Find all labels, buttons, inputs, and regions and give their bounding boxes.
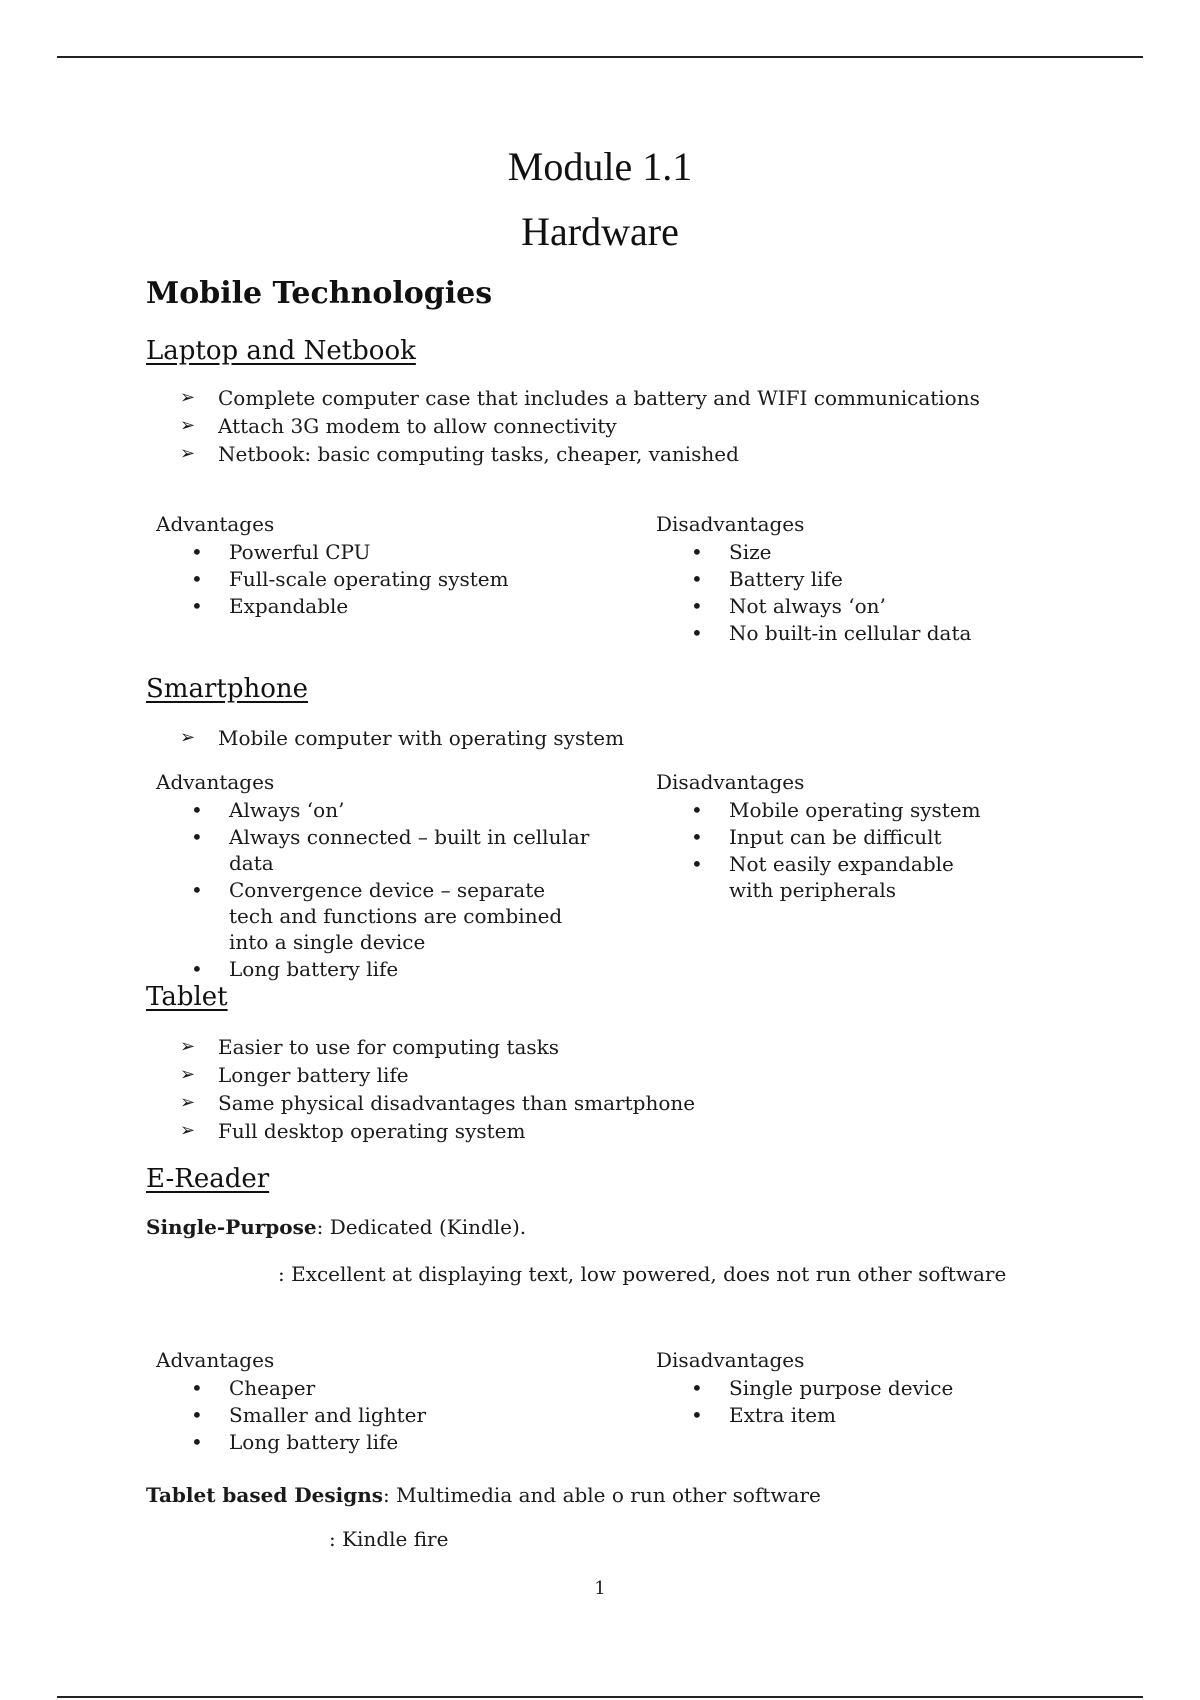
bullet-icon: • — [191, 594, 203, 618]
top-rule — [57, 56, 1143, 58]
bullet-icon: • — [191, 798, 203, 822]
bullet-icon: • — [691, 567, 703, 591]
list-item: • Mobile operating system — [691, 798, 981, 822]
list-item: • Always ‘on’ — [191, 798, 345, 822]
arrow-bullet-icon: ➢ — [180, 1120, 196, 1141]
bullet-icon: • — [191, 957, 203, 981]
smartphone-disadvantages — [691, 797, 991, 904]
main-heading: Mobile Technologies — [146, 276, 493, 311]
laptop-advantages — [191, 539, 631, 620]
advantages-label: Advantages — [156, 512, 275, 536]
list-item: • Powerful CPU — [191, 540, 371, 564]
list-item: ➢ Easier to use for computing tasks — [180, 1035, 560, 1059]
section-heading-tablet: Tablet — [146, 982, 228, 1012]
list-item: • Long battery life — [191, 957, 399, 981]
arrow-bullet-icon: ➢ — [180, 1092, 196, 1113]
module-title: Module 1.1 — [507, 144, 693, 189]
list-item: • Long battery life — [191, 1430, 399, 1454]
list-item: • Convergence device – separate tech and functions are combined into a single device — [191, 878, 563, 954]
smartphone-advantages — [191, 797, 631, 983]
tablet-designs-label: Tablet based Designs — [146, 1483, 384, 1507]
bullet-icon: • — [691, 1403, 703, 1427]
list-item: ➢ Full desktop operating system — [180, 1119, 526, 1143]
bullet-icon: • — [691, 540, 703, 564]
list-item: ➢ Complete computer case that includes a battery and WIFI communications — [180, 386, 980, 410]
bullet-icon: • — [691, 825, 703, 849]
tablet-designs-detail: : Kindle fire — [329, 1527, 449, 1551]
tablet-points — [180, 1033, 695, 1145]
module-subtitle: Hardware — [521, 209, 679, 254]
single-purpose-line: Single-Purpose: Dedicated (Kindle). — [146, 1215, 527, 1239]
bullet-icon: • — [191, 567, 203, 591]
arrow-bullet-icon: ➢ — [180, 387, 196, 408]
tablet-designs-line: Tablet based Designs: Multimedia and able o run other software — [146, 1483, 821, 1507]
disadvantages-label: Disadvantages — [656, 512, 805, 536]
section-heading-ereader: E-Reader — [146, 1164, 270, 1194]
list-item: ➢ Same physical disadvantages than smartphone — [180, 1091, 696, 1115]
list-item: ➢ Attach 3G modem to allow connectivity — [180, 414, 617, 438]
list-item: • Full-scale operating system — [191, 567, 509, 591]
ereader-disadvantages — [691, 1375, 1071, 1429]
bullet-icon: • — [191, 1403, 203, 1427]
list-item: • Size — [691, 540, 772, 564]
bottom-rule — [57, 1696, 1143, 1698]
arrow-bullet-icon: ➢ — [180, 1064, 196, 1085]
single-purpose-label: Single-Purpose — [146, 1215, 317, 1239]
page-number: 1 — [594, 1578, 606, 1599]
list-item: • Single purpose device — [691, 1376, 954, 1400]
list-item: • Extra item — [691, 1403, 836, 1427]
arrow-bullet-icon: ➢ — [180, 443, 196, 464]
list-item: • Not always ‘on’ — [691, 594, 886, 618]
bullet-icon: • — [691, 594, 703, 618]
list-item: • Always connected – built in cellular data — [191, 825, 590, 875]
bullet-icon: • — [191, 825, 203, 849]
list-item: • Smaller and lighter — [191, 1403, 427, 1427]
bullet-icon: • — [691, 852, 703, 876]
bullet-icon: • — [691, 621, 703, 645]
list-item: • Battery life — [691, 567, 843, 591]
bullet-icon: • — [191, 1376, 203, 1400]
list-item: • Input can be difficult — [691, 825, 942, 849]
bullet-icon: • — [691, 1376, 703, 1400]
bullet-icon: • — [691, 798, 703, 822]
list-item: ➢ Mobile computer with operating system — [180, 726, 625, 750]
section-heading-smartphone: Smartphone — [146, 674, 309, 704]
advantages-label: Advantages — [156, 1348, 275, 1372]
list-item: • Expandable — [191, 594, 349, 618]
bullet-icon: • — [191, 878, 203, 902]
section-heading-laptop: Laptop and Netbook — [146, 336, 416, 366]
advantages-label: Advantages — [156, 770, 275, 794]
ereader-advantages — [191, 1375, 631, 1456]
laptop-disadvantages — [691, 539, 1071, 647]
arrow-bullet-icon: ➢ — [180, 727, 196, 748]
list-item: ➢ Netbook: basic computing tasks, cheaper, vanished — [180, 442, 739, 466]
list-item: • Not easily expandable with peripherals — [691, 852, 954, 902]
list-item: ➢ Longer battery life — [180, 1063, 409, 1087]
arrow-bullet-icon: ➢ — [180, 1036, 196, 1057]
laptop-points — [180, 384, 980, 468]
list-item: • No built-in cellular data — [691, 621, 972, 645]
disadvantages-label: Disadvantages — [656, 770, 805, 794]
list-item: • Cheaper — [191, 1376, 316, 1400]
smartphone-points — [180, 724, 624, 752]
bullet-icon: • — [191, 1430, 203, 1454]
bullet-icon: • — [191, 540, 203, 564]
single-purpose-detail: : Excellent at displaying text, low powered, does not run other software — [278, 1262, 1007, 1286]
arrow-bullet-icon: ➢ — [180, 415, 196, 436]
disadvantages-label: Disadvantages — [656, 1348, 805, 1372]
